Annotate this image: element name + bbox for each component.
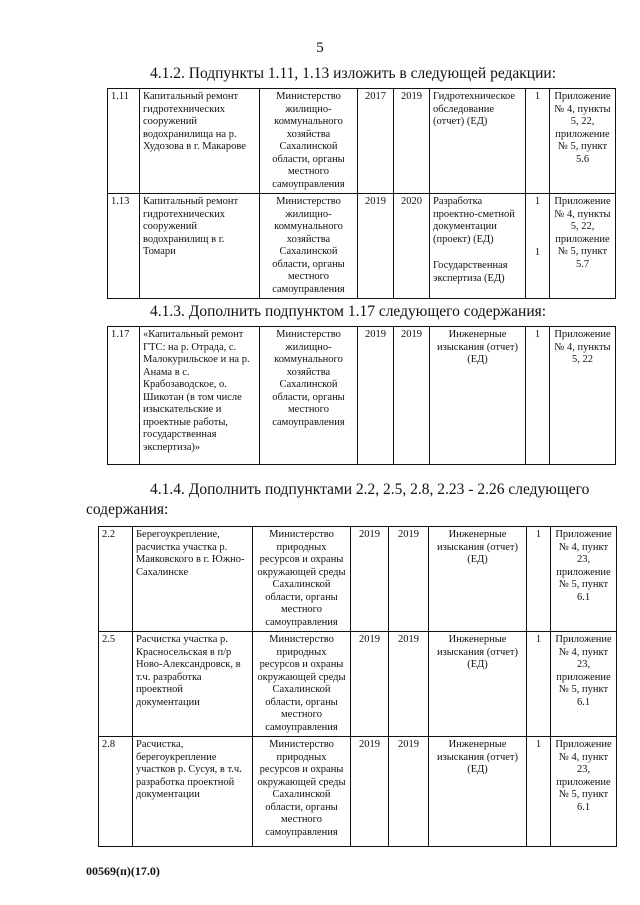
work-item: Разработка проектно-сметной документации (проект) (ЕД) (433, 196, 515, 245)
quantity-cell (526, 327, 550, 465)
work-item: Инженерные изыскания (отчет) (ЕД) (436, 739, 518, 775)
responsible-cell: Министерство жилищно-коммунального хозяйства Сахалинской области, органы местного самоуправления (260, 327, 358, 465)
row-number: 1.11 (108, 89, 140, 194)
quantity-item: 1 (535, 634, 542, 645)
works-cell (430, 194, 526, 299)
responsible-cell: Министерство природных ресурсов и охраны окружающей среды Сахалинской области, органы местного самоуправления (253, 527, 351, 632)
annex-cell: Приложение № 4, пункт 23, приложение № 5, пункт 6.1 (551, 527, 617, 632)
works-cell (430, 89, 526, 194)
works-cell (430, 327, 526, 465)
annex-cell: Приложение № 4, пункт 23, приложение № 5, пункт 6.1 (551, 737, 617, 847)
table-row (99, 737, 617, 847)
row-number: 1.17 (108, 327, 140, 465)
start-year-cell: 2019 (351, 737, 389, 847)
annex-cell: Приложение № 4, пункт 23, приложение № 5, пункт 6.1 (551, 632, 617, 737)
quantity-cell (527, 737, 551, 847)
end-year-cell: 2019 (389, 527, 429, 632)
responsible-cell: Министерство природных ресурсов и охраны окружающей среды Сахалинской области, органы местного самоуправления (253, 737, 351, 847)
end-year-cell: 2019 (394, 327, 430, 465)
page-number: 5 (316, 40, 324, 56)
quantity-item: 1 (535, 739, 542, 750)
quantity-cell (526, 89, 550, 194)
works-cell (429, 527, 527, 632)
table-row (108, 89, 616, 194)
section-heading-4-1-3: 4.1.3. Дополнить подпунктом 1.17 следующего содержания: (150, 303, 547, 320)
work-item: Инженерные изыскания (отчет) (ЕД) (436, 634, 518, 670)
object-cell: Расчистка участка р. Красносельская в п/р Ново-Александровск, в т.ч. разработка проектной документации (133, 632, 253, 737)
quantity-item: 1 (534, 196, 541, 207)
quantity-cell (527, 527, 551, 632)
quantity-item: 1 (534, 329, 541, 340)
object-cell: Расчистка, берегоукрепление участков р. Сусуя, в т.ч. разработка проектной документации (133, 737, 253, 847)
object-cell: Берегоукрепление, расчистка участка р. Маяковского в г. Южно-Сахалинске (133, 527, 253, 632)
annex-cell: Приложение № 4, пункты 5, 22, приложение № 5, пункт 5.7 (550, 194, 616, 299)
quantity-cell (527, 632, 551, 737)
work-item: Инженерные изыскания (отчет) (ЕД) (436, 529, 518, 565)
table-row (108, 327, 616, 465)
end-year-cell: 2020 (394, 194, 430, 299)
quantity-cell (526, 194, 550, 299)
table-4-1-4 (98, 526, 617, 847)
document-code: 00569(п)(17.0) (86, 864, 160, 878)
row-number: 2.5 (99, 632, 133, 737)
object-cell: Капитальный ремонт гидротехнических сооружений водохранилищ в г. Томари (140, 194, 260, 299)
start-year-cell: 2019 (358, 327, 394, 465)
annex-cell: Приложение № 4, пункты 5, 22 (550, 327, 616, 465)
table-row (99, 527, 617, 632)
end-year-cell: 2019 (394, 89, 430, 194)
row-number: 2.2 (99, 527, 133, 632)
section-heading-4-1-2: 4.1.2. Подпункты 1.11, 1.13 изложить в следующей редакции: (150, 65, 556, 82)
table-4-1-3 (107, 326, 616, 465)
work-item: Инженерные изыскания (отчет) (ЕД) (436, 329, 518, 365)
table-4-1-2 (107, 88, 616, 299)
responsible-cell: Министерство природных ресурсов и охраны окружающей среды Сахалинской области, органы местного самоуправления (253, 632, 351, 737)
responsible-cell: Министерство жилищно-коммунального хозяйства Сахалинской области, органы местного самоуправления (260, 89, 358, 194)
end-year-cell: 2019 (389, 737, 429, 847)
object-cell: Капитальный ремонт гидротехнических сооружений водохранилища на р. Худозова в г. Макарове (140, 89, 260, 194)
row-number: 1.13 (108, 194, 140, 299)
start-year-cell: 2019 (351, 527, 389, 632)
annex-cell: Приложение № 4, пункты 5, 22, приложение № 5, пункт 5.6 (550, 89, 616, 194)
table-row (108, 194, 616, 299)
quantity-item: 1 (534, 91, 541, 102)
work-item: Гидротехническое обследование (отчет) (ЕД) (433, 91, 516, 127)
start-year-cell: 2019 (351, 632, 389, 737)
start-year-cell: 2017 (358, 89, 394, 194)
responsible-cell: Министерство жилищно-коммунального хозяйства Сахалинской области, органы местного самоуправления (260, 194, 358, 299)
works-cell (429, 632, 527, 737)
row-number: 2.8 (99, 737, 133, 847)
table-row (99, 632, 617, 737)
start-year-cell: 2019 (358, 194, 394, 299)
quantity-item: 1 (534, 246, 541, 258)
end-year-cell: 2019 (389, 632, 429, 737)
works-cell (429, 737, 527, 847)
work-item: Государственная экспертиза (ЕД) (433, 260, 508, 284)
quantity-item: 1 (535, 529, 542, 540)
section-heading-4-1-4: 4.1.4. Дополнить подпунктами 2.2, 2.5, 2.8, 2.23 - 2.26 следующего содержания: (86, 481, 590, 518)
object-cell: «Капитальный ремонт ГТС: на р. Отрада, с. Малокурильское и на р. Анама в с. Крабозаводское, о. Шикотан (в том числе изыскательские и проектные работы, государственная экспертиза)» (140, 327, 260, 465)
